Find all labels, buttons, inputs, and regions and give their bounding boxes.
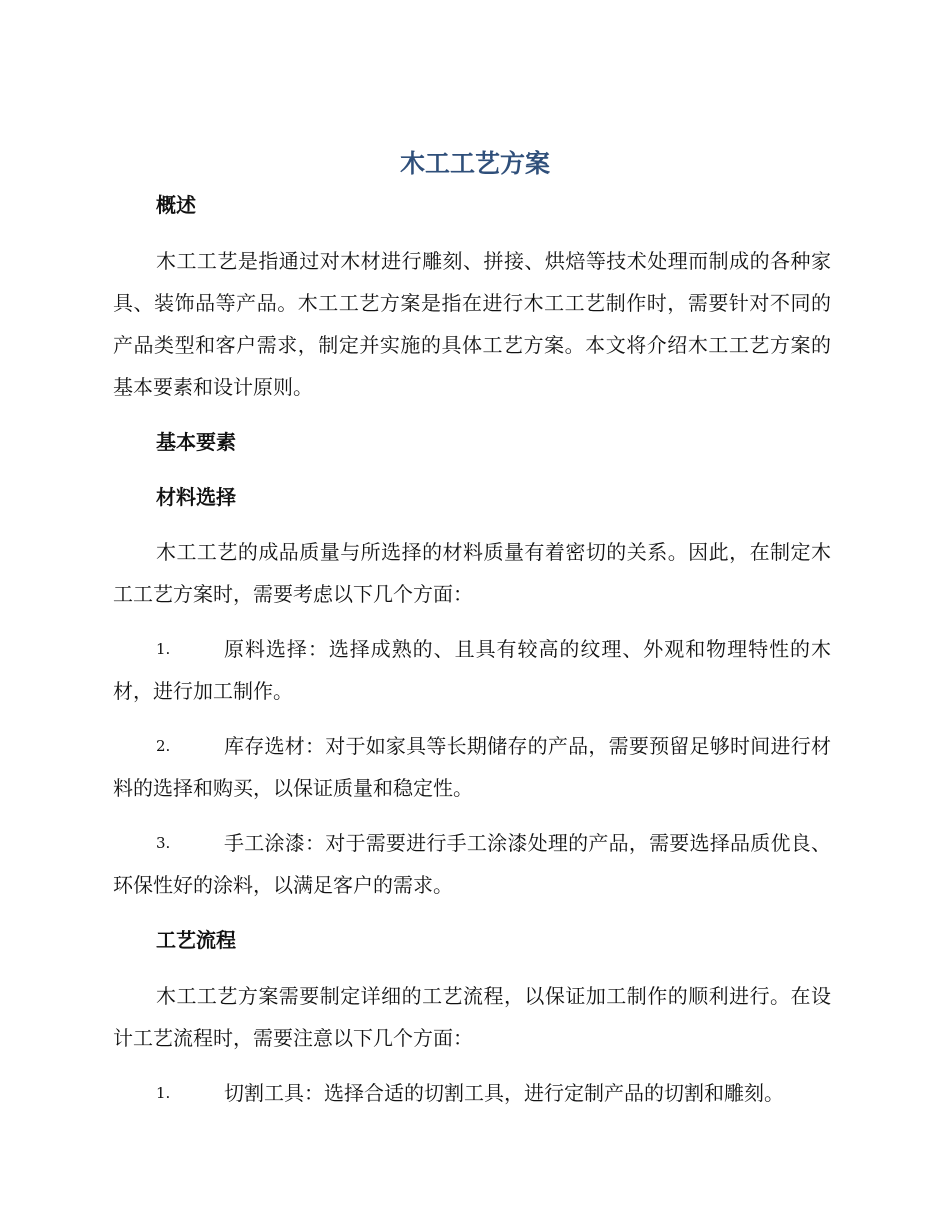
document-title: 木工工艺方案 [399, 149, 550, 178]
paragraph-process-flow: 木工工艺方案需要制定详细的工艺流程，以保证加工制作的顺利进行。在设计工艺流程时，需要注意以下几个方面： [113, 984, 831, 1050]
list-item-text: 原料选择：选择成熟的、且具有较高的纹理、外观和物理特性的木材，进行加工制作。 [113, 637, 831, 703]
list-item [113, 1072, 831, 1114]
list-item-text: 手工涂漆：对于需要进行手工涂漆处理的产品，需要选择品质优良、环保性好的涂料，以满足客户的需求。 [113, 831, 831, 897]
list-item-number: 2. [156, 737, 171, 755]
paragraph-material-selection: 木工工艺的成品质量与所选择的材料质量有着密切的关系。因此，在制定木工工艺方案时，需要考虑以下几个方面： [113, 540, 831, 606]
heading-overview: 概述 [156, 193, 196, 217]
list-item-text: 切割工具：选择合适的切割工具，进行定制产品的切割和雕刻。 [224, 1081, 784, 1105]
list-item [113, 628, 831, 712]
heading-basic-elements: 基本要素 [156, 430, 236, 454]
heading-material-selection: 材料选择 [156, 485, 236, 509]
list-item [113, 725, 831, 809]
list-item [113, 822, 831, 906]
list-item-number: 1. [156, 1084, 171, 1102]
list-item-text: 库存选材：对于如家具等长期储存的产品，需要预留足够时间进行材料的选择和购买，以保证质量和稳定性。 [113, 734, 831, 800]
list-item-number: 3. [156, 834, 171, 852]
heading-process-flow: 工艺流程 [156, 928, 236, 952]
list-item-number: 1. [156, 640, 171, 658]
paragraph-overview: 木工工艺是指通过对木材进行雕刻、拼接、烘焙等技术处理而制成的各种家具、装饰品等产品。木工工艺方案是指在进行木工工艺制作时，需要针对不同的产品类型和客户需求，制定并实施的具体工艺方案。本文将介绍木工工艺方案的基本要素和设计原则。 [113, 249, 831, 399]
